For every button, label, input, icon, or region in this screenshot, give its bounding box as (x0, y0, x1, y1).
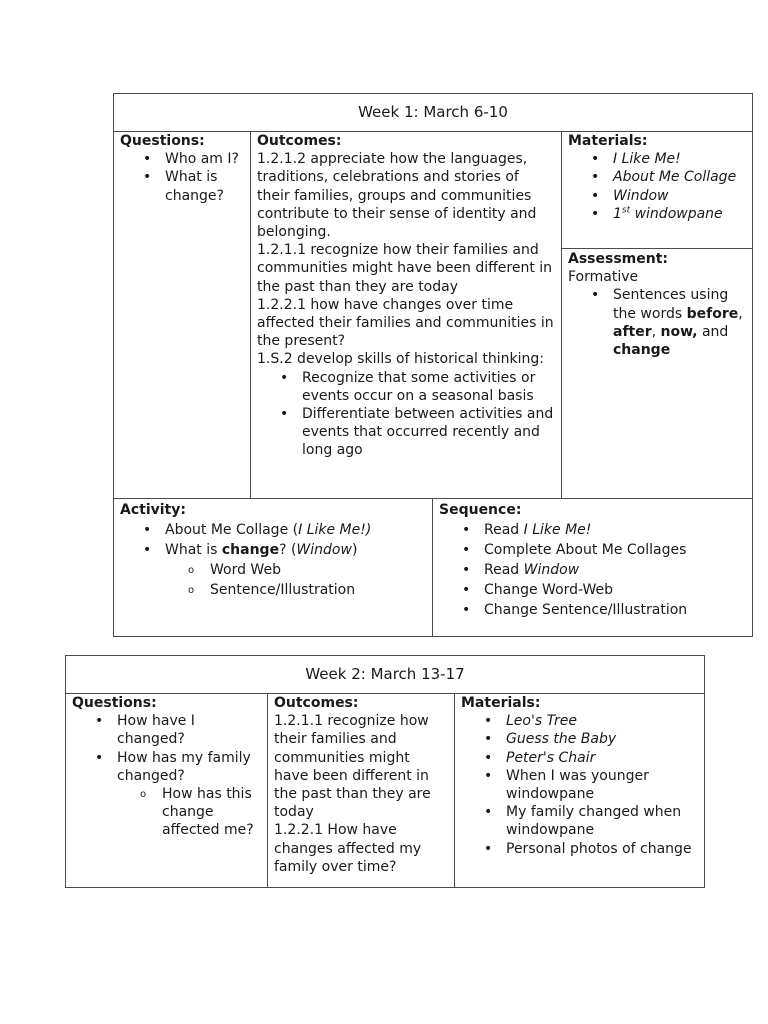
week1-table (113, 93, 753, 637)
week1-assessment-cell (562, 249, 753, 498)
questions-list (72, 712, 261, 839)
list-item: • About Me Collage (I Like Me!) (120, 520, 426, 540)
list-item: • My family changed when windowpane (461, 803, 699, 839)
week1-title: Week 1: March 6-10 (114, 94, 752, 132)
list-item: o Word Web (120, 560, 426, 580)
list-item: • Sentences using the words before, after, now, and change (568, 286, 747, 359)
materials-label: Materials: (461, 695, 541, 711)
list-item: • Window (568, 187, 747, 205)
sequence-label: Sequence: (439, 502, 522, 518)
list-item: • When I was younger windowpane (461, 767, 699, 803)
week1-questions-cell (114, 131, 250, 498)
outcomes-label: Outcomes: (257, 133, 342, 149)
outcomes-label: Outcomes: (274, 695, 359, 711)
questions-label: Questions: (120, 133, 205, 149)
list-item: o Sentence/Illustration (120, 580, 426, 600)
list-item: • Complete About Me Collages (439, 540, 747, 560)
outcome-text: 1.2.1.1 recognize how their families and communities might have been different in the past than they are today (274, 713, 431, 821)
assessment-label: Assessment: (568, 251, 669, 267)
list-item: • Read Window (439, 560, 747, 580)
materials-list (568, 150, 747, 223)
outcome-text: 1.2.2.1 How have changes affected my family over time? (274, 822, 422, 875)
list-item: • What is change? (120, 168, 244, 204)
list-item: • Who am I? (120, 150, 244, 168)
materials-list (461, 712, 699, 858)
activity-list (120, 520, 426, 600)
list-item: o How has this change affected me? (72, 785, 261, 840)
list-item: • What is change? (Window) (120, 540, 426, 560)
list-item: • How have I changed? (72, 712, 261, 748)
list-item: • How has my family changed? (72, 749, 261, 785)
list-item: • Peter's Chair (461, 749, 699, 767)
list-item: • Guess the Baby (461, 730, 699, 748)
list-item: • 1st windowpane (568, 205, 747, 223)
week2-outcomes-cell (268, 693, 454, 888)
list-item: • Differentiate between activities and events that occurred recently and long ago (257, 405, 555, 460)
week1-materials-cell (562, 131, 753, 248)
week2-table (65, 655, 705, 888)
sequence-list (439, 520, 747, 620)
outcome-text: 1.S.2 develop skills of historical thinking: (257, 351, 544, 368)
list-item: • I Like Me! (568, 150, 747, 168)
list-item: • Personal photos of change (461, 840, 699, 858)
questions-label: Questions: (72, 695, 157, 711)
activity-label: Activity: (120, 502, 186, 518)
list-item: • Change Sentence/Illustration (439, 600, 747, 620)
list-item: • Read I Like Me! (439, 520, 747, 540)
week1-outcomes-cell (251, 131, 561, 498)
outcome-text: 1.2.1.1 recognize how their families and communities might have been different in the past than they are today (257, 242, 553, 295)
assessment-type: Formative (568, 269, 639, 286)
materials-label: Materials: (568, 133, 648, 149)
questions-list (120, 150, 244, 205)
list-item: • Leo's Tree (461, 712, 699, 730)
outcome-text: 1.2.2.1 how have changes over time affected their families and communities in the present? (257, 296, 554, 350)
list-item: • About Me Collage (568, 168, 747, 186)
week1-sequence-cell (433, 499, 753, 637)
assessment-list (568, 286, 747, 359)
list-item: • Change Word-Web (439, 580, 747, 600)
outcome-bullets (257, 369, 555, 460)
week2-title: Week 2: March 13-17 (66, 656, 704, 694)
week2-materials-cell (455, 693, 705, 888)
outcome-text: 1.2.1.2 appreciate how the languages, traditions, celebrations and stories of their families, groups and communities contribute to their sense of identity and belonging. (257, 151, 537, 241)
week1-activity-cell (114, 499, 432, 637)
week2-questions-cell (66, 693, 267, 888)
list-item: • Recognize that some activities or events occur on a seasonal basis (257, 369, 555, 405)
